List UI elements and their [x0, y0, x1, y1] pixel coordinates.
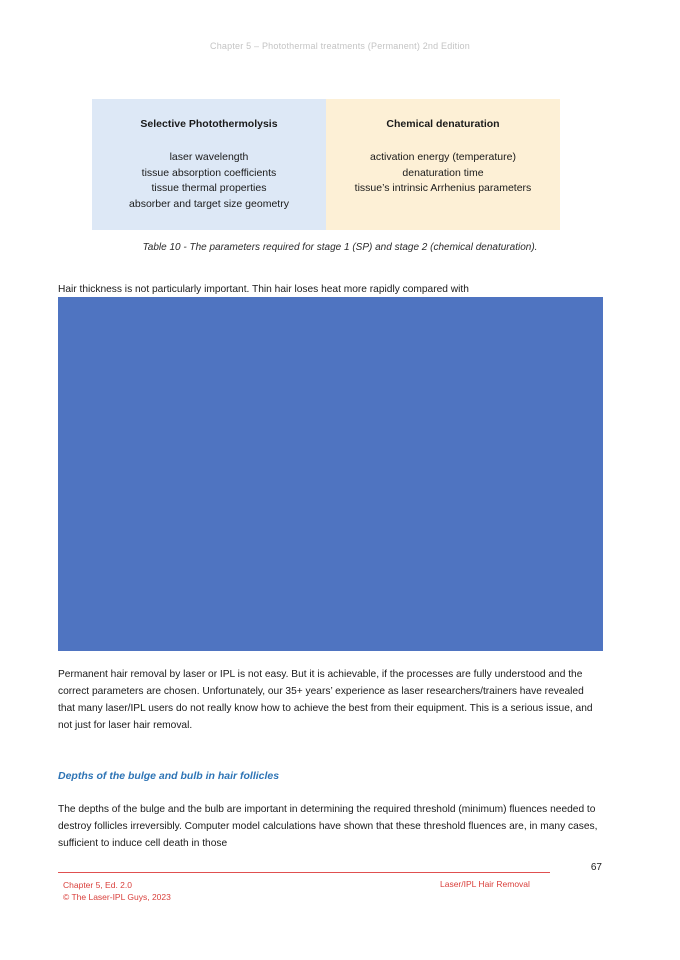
running-head: Chapter 5 – Photothermal treatments (Permanent) 2nd Edition — [210, 41, 470, 51]
table-column-selective-photothermolysis — [92, 99, 326, 230]
table-column-chemical-denaturation — [326, 99, 560, 230]
table-caption: Table 10 - The parameters required for stage 1 (SP) and stage 2 (chemical denaturation). — [142, 242, 538, 253]
footer-copyright: © The Laser-IPL Guys, 2023 — [63, 892, 171, 902]
paragraph-partial: Hair thickness is not particularly important. Thin hair loses heat more rapidly compared with — [58, 284, 469, 295]
table-heading-right: Chemical denaturation — [386, 118, 500, 130]
table-cell: laser wavelength — [169, 151, 249, 163]
paragraph-permanent-hair-removal: Permanent hair removal by laser or IPL is not easy. But it is achievable, if the processes are fully understood and the correct parameters are chosen. Unfortunately, our 35+ years’ experience as laser researchers/trainers have revealed that many laser/IPL users do not really know how to achieve the best from their equipment. This is a serious issue, and not just for laser hair removal. — [58, 669, 593, 731]
footer-right: Laser/IPL Hair Removal — [440, 879, 530, 889]
table-heading-left: Selective Photothermolysis — [140, 118, 278, 130]
table-cell: denaturation time — [402, 166, 484, 179]
footer-divider — [58, 872, 550, 873]
footer-left — [63, 879, 171, 903]
table-cell: tissue’s intrinsic Arrhenius parameters — [354, 182, 532, 194]
footer-chapter: Chapter 5, Ed. 2.0 — [63, 880, 132, 890]
table-cell: absorber and target size geometry — [129, 197, 289, 210]
table-cell: tissue absorption coefficients — [141, 166, 277, 179]
parameters-table — [92, 99, 560, 230]
page-number: 67 — [590, 862, 602, 873]
paragraph-depths: The depths of the bulge and the bulb are important in determining the required threshold (minimum) fluences needed to destroy follicles irreversibly. Computer model calculations have shown that these threshold fluences are, in many cases, sufficient to induce cell death in those — [58, 804, 598, 849]
table-cell: tissue thermal properties — [151, 182, 267, 194]
blue-block-overlay — [58, 297, 603, 651]
table-cell: activation energy (temperature) — [370, 151, 516, 163]
section-heading: Depths of the bulge and bulb in hair follicles — [58, 770, 280, 782]
